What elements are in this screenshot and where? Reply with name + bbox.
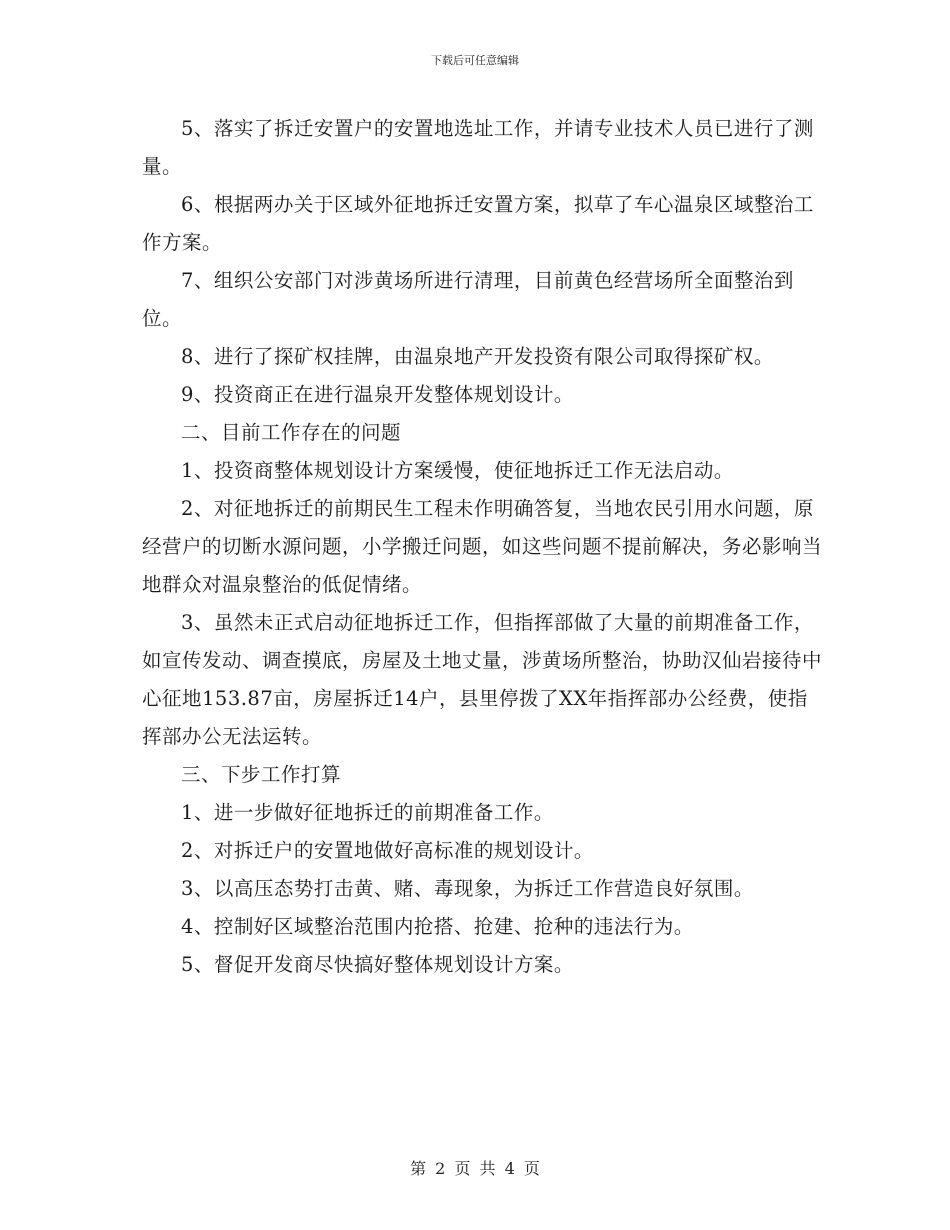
paragraph: 8、进行了探矿权挂牌，由温泉地产开发投资有限公司取得探矿权。 <box>181 345 774 368</box>
page-header: 下载后可任意编辑 <box>431 54 519 67</box>
paragraph: 5、落实了拆迁安置户的安置地选址工作，并请专业技术人员已进行了测量。 <box>142 117 814 178</box>
paragraph: 9、投资商正在进行温泉开发整体规划设计。 <box>181 383 574 406</box>
paragraph: 1、投资商整体规划设计方案缓慢，使征地拆迁工作无法启动。 <box>181 459 734 482</box>
page-number: 第 2 页 共 4 页 <box>410 1159 540 1178</box>
paragraph: 4、控制好区域整治范围内抢搭、抢建、抢种的违法行为。 <box>181 915 694 938</box>
paragraph: 3、以高压态势打击黄、赌、毒现象，为拆迁工作营造良好氛围。 <box>181 877 754 900</box>
paragraph: 2、对拆迁户的安置地做好高标准的规划设计。 <box>181 839 594 862</box>
document-body <box>142 110 822 984</box>
paragraph: 6、根据两办关于区域外征地拆迁安置方案，拟草了车心温泉区域整治工作方案。 <box>142 193 814 254</box>
paragraph: 7、组织公安部门对涉黄场所进行清理，目前黄色经营场所全面整治到位。 <box>142 269 794 330</box>
section-heading: 二、目前工作存在的问题 <box>181 421 402 444</box>
paragraph: 2、对征地拆迁的前期民生工程未作明确答复，当地农民引用水问题，原经营户的切断水源问题，小学搬迁问题，如这些问题不提前解决，务必影响当地群众对温泉整治的低促情绪。 <box>142 497 823 596</box>
section-heading: 三、下步工作打算 <box>181 763 342 786</box>
paragraph: 5、督促开发商尽快搞好整体规划设计方案。 <box>181 953 574 976</box>
paragraph: 3、虽然未正式启动征地拆迁工作，但指挥部做了大量的前期准备工作，如宣传发动、调查摸底，房屋及土地丈量，涉黄场所整治，协助汉仙岩接待中心征地153.87亩，房屋拆迁14户，县里停拨了XX年指挥部办公经费，使指挥部办公无法运转。 <box>142 611 823 748</box>
paragraph: 1、进一步做好征地拆迁的前期准备工作。 <box>181 801 554 824</box>
